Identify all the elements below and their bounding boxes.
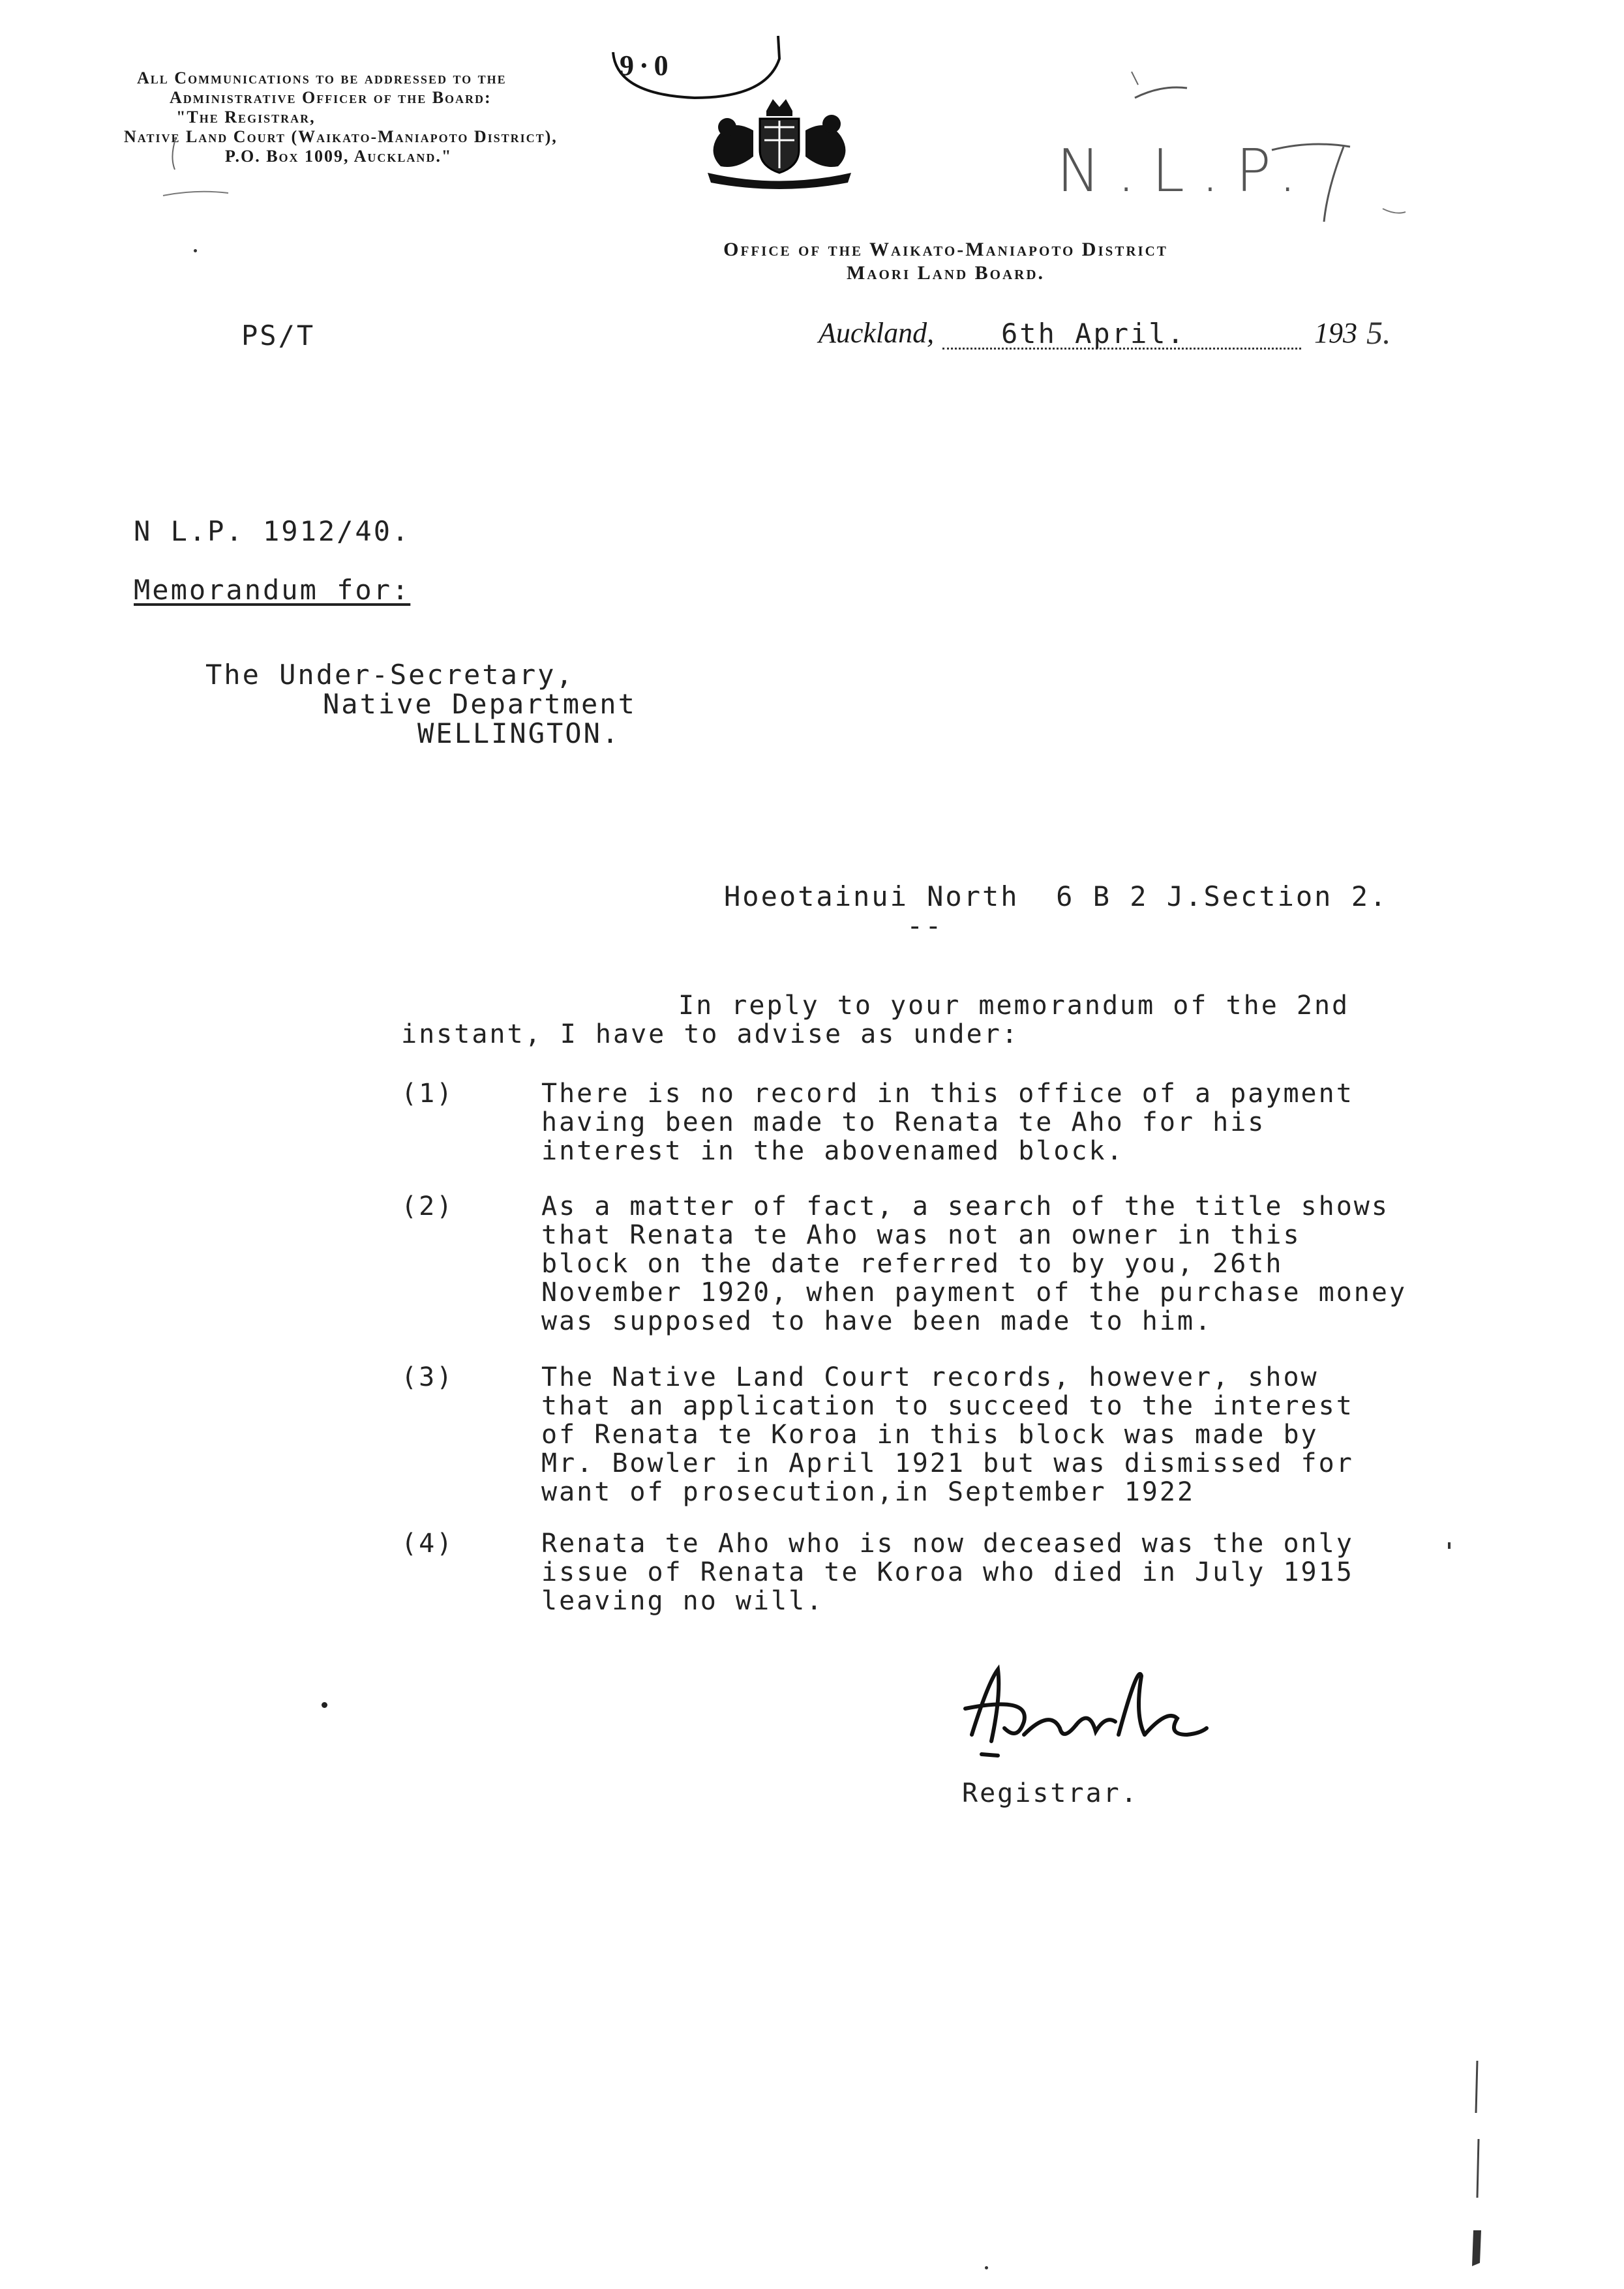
binding-edge-marks [1464, 2061, 1490, 2269]
item-1-line-2: having been made to Renata te Aho for his [541, 1107, 1266, 1137]
letterhead-line-4: Native Land Court (Waikato-Maniapoto District), [124, 127, 558, 146]
date-year-suffix: 5. [1366, 314, 1391, 351]
pencil-mark-icon [150, 130, 254, 202]
item-3-body [541, 1363, 1354, 1506]
item-2-body [541, 1192, 1407, 1336]
item-3-number: (3) [401, 1362, 455, 1392]
signature-title: Registrar. [962, 1778, 1139, 1808]
subject-rule: -- [907, 910, 944, 942]
item-1-body [541, 1079, 1354, 1165]
item-4-line-1: Renata te Aho who is now deceased was the only [541, 1529, 1354, 1559]
item-1-number: (1) [401, 1079, 455, 1109]
intro-line-1: In reply to your memorandum of the 2nd [678, 991, 1350, 1021]
letterhead-line-1: All Communications to be addressed to the [137, 68, 507, 87]
item-3-line-2: that an application to succeed to the interest [541, 1391, 1354, 1421]
item-2-line-4: November 1920, when payment of the purchase money [541, 1278, 1407, 1308]
file-number: N L.P. 1912/40. [134, 515, 411, 547]
letterhead-line-2: Administrative Officer of the Board: [170, 88, 492, 107]
item-2-line-2: that Renata te Aho was not an owner in this [541, 1220, 1301, 1250]
letterhead-line-5: P.O. Box 1009, Auckland." [225, 147, 453, 166]
item-4-line-2: issue of Renata te Koroa who died in July 1915 [541, 1557, 1354, 1587]
reference-code: PS/T [241, 320, 316, 352]
date-day-month: 6th April. [1001, 318, 1186, 350]
item-3-line-4: Mr. Bowler in April 1921 but was dismissed for [541, 1448, 1354, 1478]
stamp-fragment-text: 9·0 [620, 50, 674, 82]
item-1-line-1: There is no record in this office of a payment [541, 1079, 1354, 1109]
item-1-line-3: interest in the abovenamed block. [541, 1136, 1124, 1166]
stray-dot [985, 2266, 988, 2269]
date-line [819, 316, 1438, 355]
item-3-line-5: want of prosecution,in September 1922 [541, 1477, 1195, 1507]
item-2-line-3: block on the date referred to by you, 26th [541, 1249, 1284, 1279]
letterhead-line-3: "The Registrar, [176, 108, 316, 127]
date-year-prefix: 193 [1314, 317, 1357, 349]
stray-dot [194, 249, 197, 252]
addressee-line-2: Native Department [323, 688, 637, 720]
coat-of-arms-icon [691, 91, 867, 189]
office-line-1: Office of the Waikato-Maniapoto District [723, 239, 1168, 260]
stray-dot [322, 1702, 327, 1708]
intro-line-2: instant, I have to advise as under: [401, 1019, 1019, 1049]
item-2-number: (2) [401, 1191, 455, 1221]
office-line-2: Maori Land Board. [846, 262, 1045, 284]
margin-annotation: N.L.P. [1057, 137, 1314, 205]
item-4-body [541, 1529, 1354, 1615]
subject-line: Hoeotainui North 6 B 2 J.Section 2. [724, 880, 1389, 912]
item-2-line-5: was supposed to have been made to him. [541, 1306, 1213, 1336]
addressee-line-3: WELLINGTON. [417, 717, 621, 749]
signature-icon [952, 1656, 1226, 1761]
stray-dot [1448, 1542, 1451, 1549]
item-3-line-1: The Native Land Court records, however, show [541, 1362, 1319, 1392]
addressee-line-1: The Under-Secretary, [205, 659, 575, 691]
memo-heading: Memorandum for: [134, 574, 411, 606]
item-4-line-3: leaving no will. [541, 1586, 824, 1616]
office-heading [691, 238, 1200, 285]
item-3-line-3: of Renata te Koroa in this block was made by [541, 1420, 1319, 1450]
item-4-number: (4) [401, 1529, 455, 1559]
date-place: Auckland, [819, 317, 935, 349]
item-2-line-1: As a matter of fact, a search of the title shows [541, 1191, 1389, 1221]
